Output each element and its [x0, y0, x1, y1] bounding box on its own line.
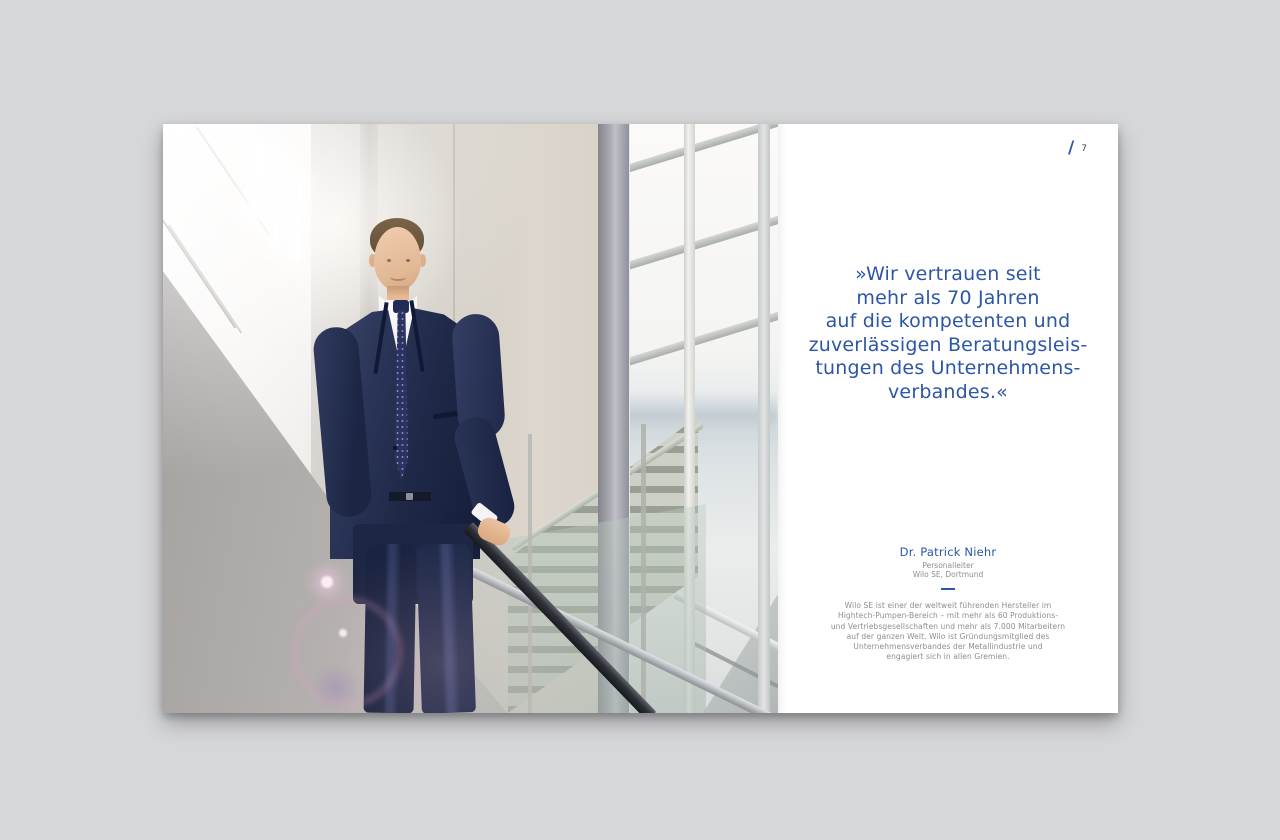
company-description-line: engagiert sich in allen Gremien.	[886, 652, 1010, 662]
company-description-line: und Vertriebsgesellschaften und mehr als 7.000 Mitarbeitern	[830, 621, 1066, 631]
section-divider	[941, 588, 955, 590]
pull-quote-line: mehr als 70 Jahren	[856, 286, 1040, 309]
pull-quote-line: »Wir vertrauen seit	[855, 263, 1041, 285]
attribution-company: Wilo SE, Dortmund	[912, 570, 984, 579]
man-eye	[387, 259, 391, 262]
page-number-value: 7	[1081, 144, 1087, 154]
company-description-line: Unternehmensverbandes der Metallindustrie und	[853, 642, 1043, 652]
lens-flare-spot	[339, 629, 347, 637]
company-description	[788, 601, 1108, 663]
pull-quote-line: auf die kompetenten und	[825, 310, 1071, 332]
lens-flare-spot	[321, 576, 333, 588]
man-face	[374, 227, 421, 291]
company-description-line: auf der ganzen Welt. Wilo ist Gründungsmitglied des	[846, 631, 1050, 641]
spine-shadow	[778, 124, 786, 713]
pull-quote-line: tungen des Unternehmens-	[815, 357, 1081, 379]
company-description-line: Wilo SE ist einer der weltweit führenden Hersteller im	[844, 601, 1052, 610]
man-belt-buckle	[406, 493, 413, 500]
lens-flare-ring	[313, 664, 359, 710]
brochure-spread	[163, 124, 1118, 713]
page-number	[1068, 140, 1087, 156]
page-number-slash: /	[1068, 138, 1075, 158]
man-eye	[406, 259, 410, 262]
photo-balustrade-post	[641, 424, 646, 713]
pull-quote-line: verbandes.«	[887, 380, 1008, 403]
company-description-line: Hightech-Pumpen-Bereich – mit mehr als 60 Produktions-	[837, 611, 1059, 621]
man-jacket-button	[393, 446, 397, 450]
attribution-role: Personalleiter	[922, 561, 974, 570]
right-page	[778, 124, 1118, 713]
man-mouth	[390, 273, 406, 281]
left-page-photo	[163, 124, 778, 713]
attribution-name: Dr. Patrick Niehr	[899, 545, 997, 559]
pull-quote	[786, 263, 1110, 404]
pull-quote-line: zuverlässigen Beratungsleis-	[808, 333, 1088, 356]
